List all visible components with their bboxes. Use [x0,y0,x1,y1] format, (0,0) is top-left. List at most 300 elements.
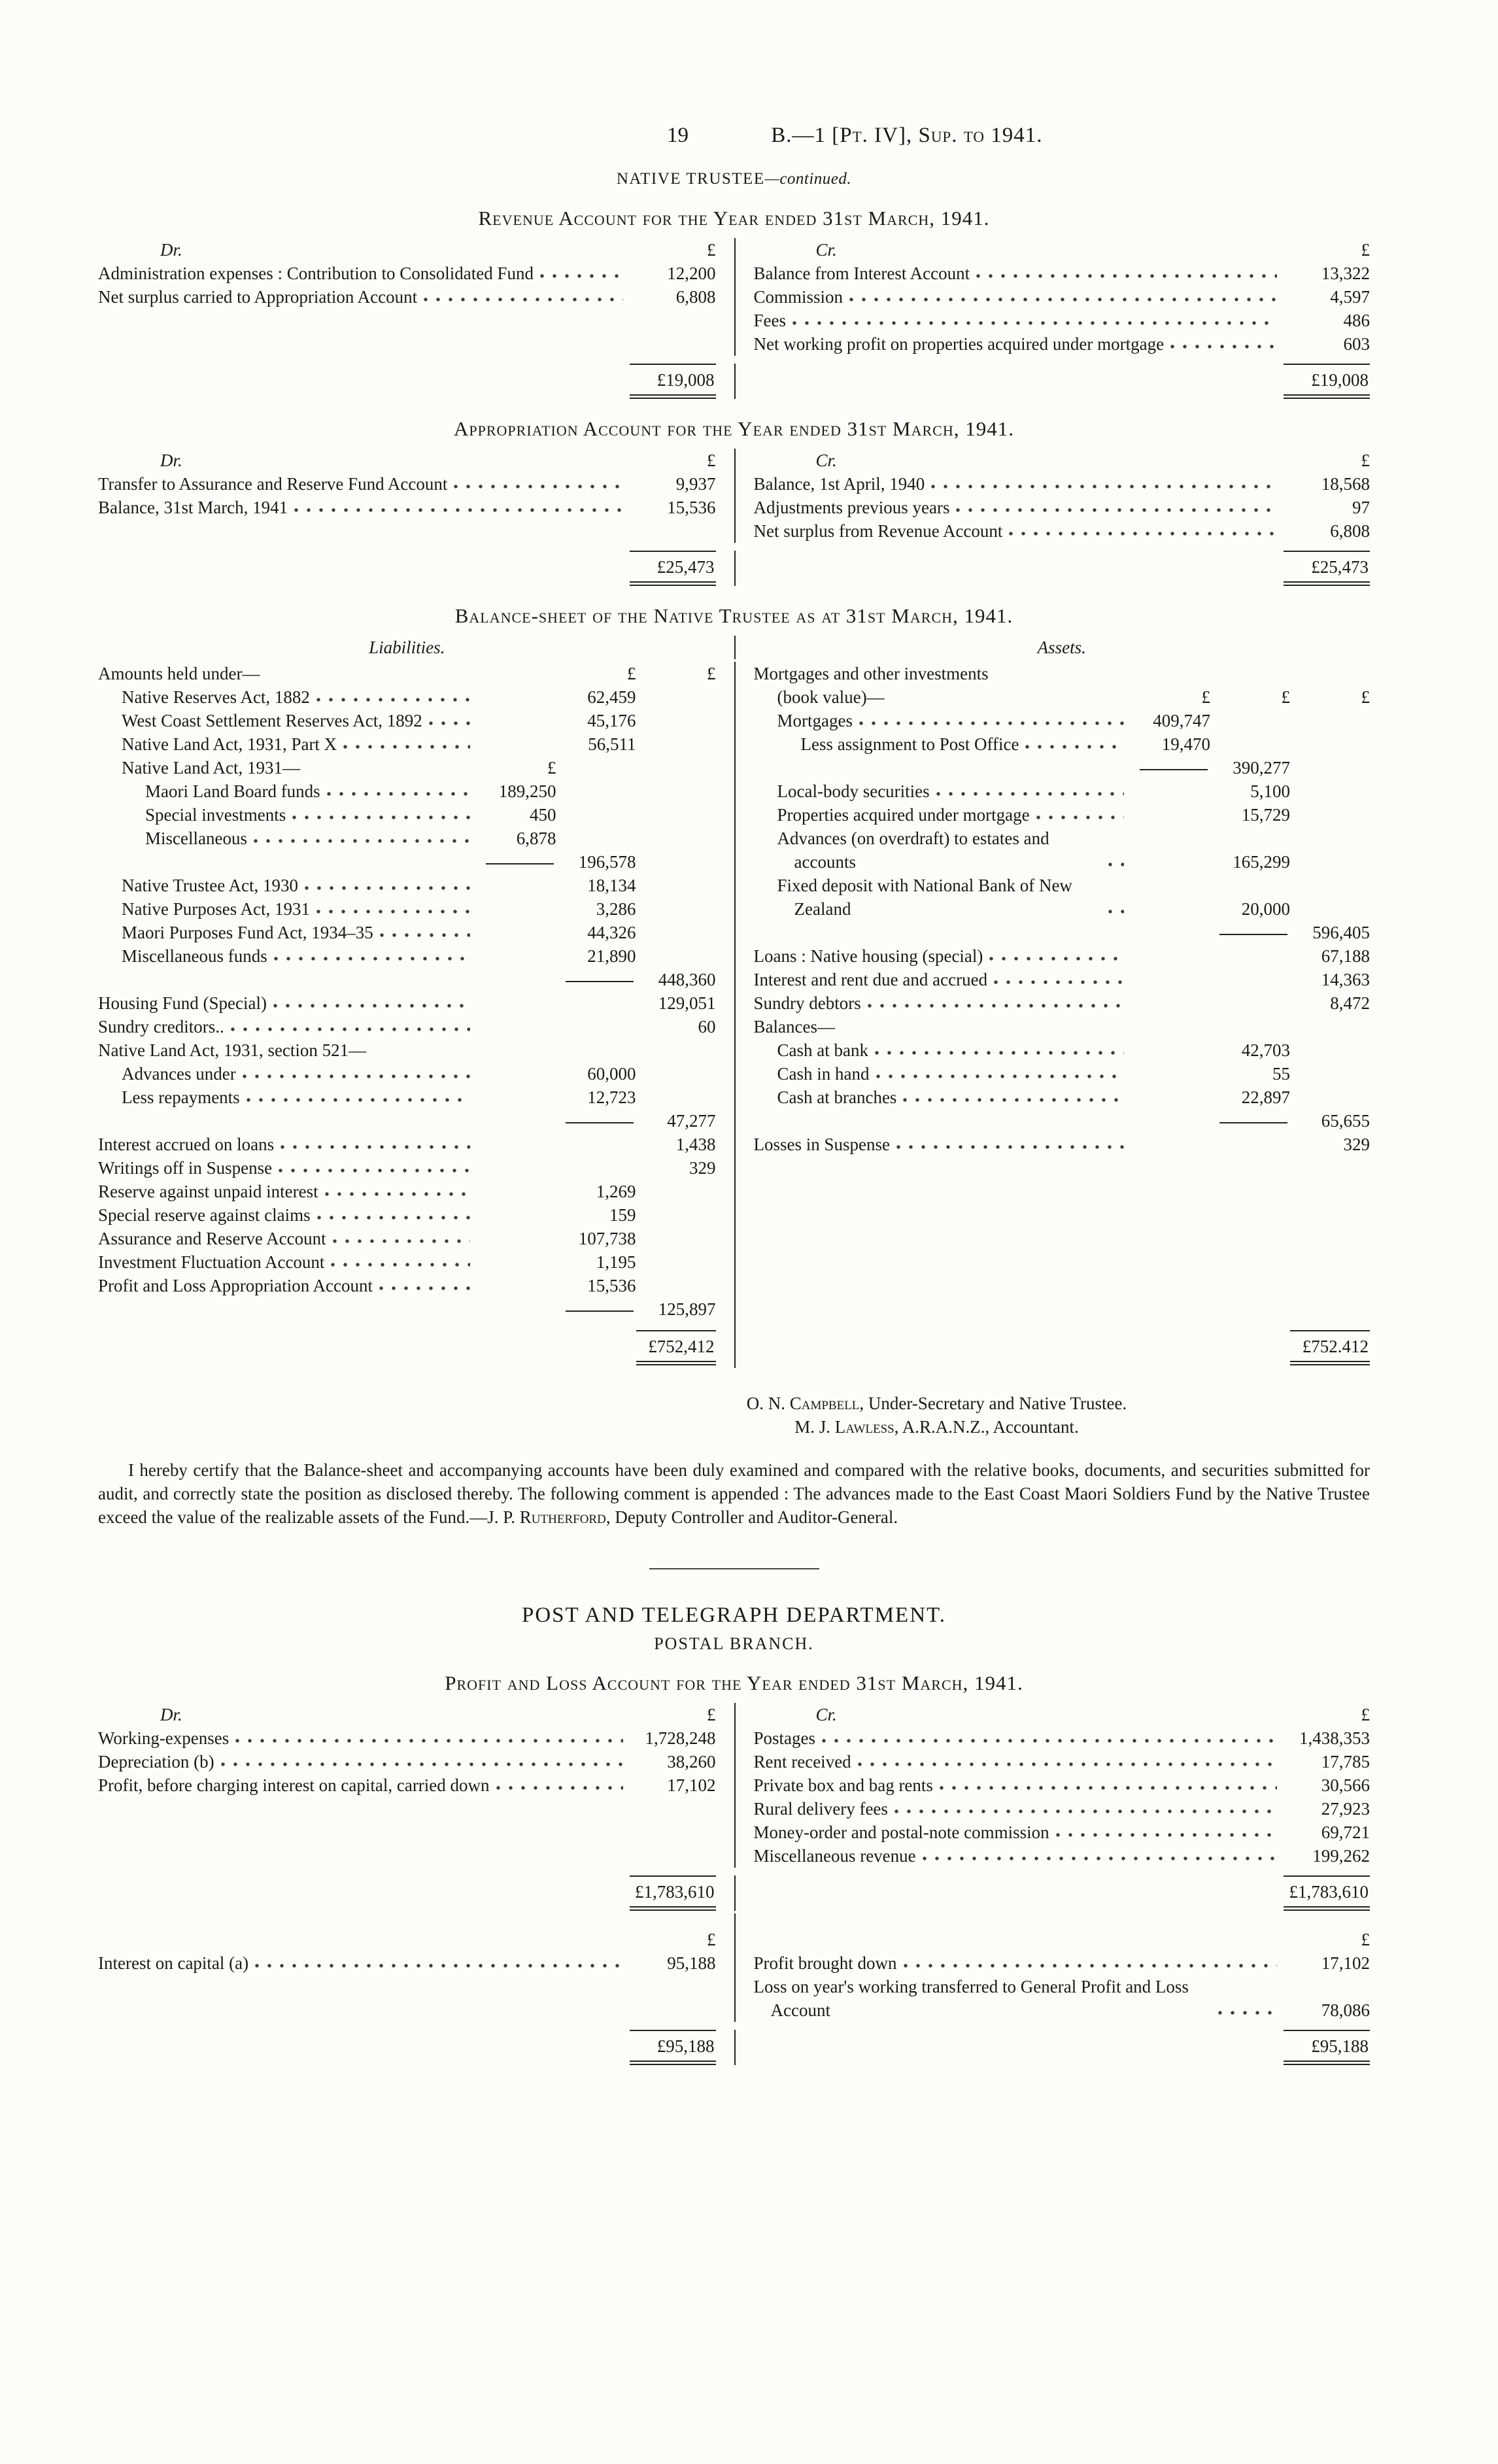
amount-cell [1131,1109,1210,1133]
auditor-name: J. P. Rutherford [487,1507,606,1527]
amount-cell [1131,756,1210,779]
ledger-row [98,262,716,285]
dot-leader [122,1309,470,1315]
dot-leader [274,955,470,962]
entry-amount: 44,326 [587,923,636,942]
dot-leader [976,273,1277,279]
dot-leader [317,1214,470,1221]
entry-label: Net surplus from Revenue Account [753,521,1003,541]
entry-amount: 13,322 [1321,264,1370,283]
cr-total-row [734,1875,1370,1911]
dot-leader [792,320,1277,326]
entry-amount: 47,277 [667,1111,716,1131]
amount-cell [477,1086,556,1109]
dr-header [98,238,734,262]
balance-sheet-table [98,636,1370,1368]
entry-amount: 9,937 [675,474,716,494]
entry-amount: 20,000 [1241,899,1290,919]
dot-leader [254,838,470,844]
entry-label: Maori Purposes Fund Act, 1934–35 [122,923,373,942]
entry-amount: 603 [1343,334,1370,354]
entry-label: Losses in Suspense [753,1135,890,1154]
ledger-row [754,1975,1370,2022]
ledger-row [754,1109,1370,1133]
amount-cell [1131,1038,1210,1062]
entry-amount: 38,260 [667,1752,716,1771]
dot-leader [1025,744,1124,750]
entry-amount: 19,470 [1161,734,1210,754]
dot-leader [777,1353,1125,1360]
cr-entries [734,262,1370,356]
dot-leader [777,932,1125,938]
ledger-row [98,1203,716,1227]
section-divider-rule [649,1568,819,1569]
branch-title: POSTAL BRANCH. [654,1634,814,1653]
dr-total-row [98,1875,734,1911]
dot-leader [231,1026,470,1033]
amount-cell [1210,1109,1290,1133]
ledger-row [754,1951,1370,1975]
side-label: Cr. [815,240,837,260]
amount-cell [1290,850,1370,874]
entry-amount: 67,188 [1321,946,1370,966]
entry-amount: 14,363 [1321,970,1370,989]
entry-amount: 56,511 [588,734,636,754]
entry-amount: 18,568 [1321,474,1370,494]
amount-cell [1131,850,1210,874]
amount-cell [636,1274,716,1297]
signature-line [530,1392,1344,1415]
amount-cell [477,874,556,897]
dot-leader [891,696,1124,703]
amount-cell [477,1133,556,1156]
ledger-row [754,1821,1370,1844]
cr-total-row [734,551,1370,586]
entry-label: Miscellaneous revenue [753,1846,916,1866]
dot-leader [940,1785,1277,1791]
column-currency-symbol: £ [1201,687,1210,707]
revenue-account-table [98,238,1370,402]
dr-total-row [98,364,734,399]
amount-cell [1131,1133,1210,1156]
entry-label: Balances— [753,1017,835,1036]
entry-label: Special investments [145,805,286,825]
entry-label: Rural delivery fees [753,1799,888,1819]
ledger-row [98,1086,716,1109]
ledger-row [754,285,1370,309]
ledger-row [98,1250,716,1274]
amount-cell [477,1109,556,1133]
dot-leader [1056,1832,1277,1838]
entry-amount: 165,299 [1233,852,1290,872]
page-header [98,122,1370,149]
amount-cell [1131,921,1210,944]
entry-label: Loss on year's working transferred to General Profit and Loss Account [753,1977,1189,2020]
currency-symbol: £ [707,1705,716,1724]
dot-leader [903,1097,1124,1103]
signature-name: M. J. Lawless [794,1417,894,1437]
entry-amount: 199,262 [1312,1846,1370,1866]
ledger-row [98,685,716,709]
amount-cell [556,1038,636,1062]
ledger-row [754,1086,1370,1109]
dot-leader [235,1737,622,1744]
amount-cell [477,944,556,968]
entry-amount: 55 [1272,1064,1290,1084]
amount-cell [636,756,716,779]
entry-label: Native Land Act, 1931— [122,758,300,778]
column-currency-symbol: £ [627,664,636,683]
dot-leader [316,696,470,703]
dot-leader [1108,908,1124,915]
amount-cell [477,1227,556,1250]
amount-cell [556,1015,636,1038]
amount-cell [636,732,716,756]
currency-symbol: £ [1361,1930,1370,1949]
entry-amount: 4,597 [1330,287,1370,307]
audit-certification-paragraph [98,1458,1370,1529]
entry-label: West Coast Settlement Reserves Act, 1892 [122,711,422,730]
amount-cell [636,779,716,803]
entry-amount: 60,000 [587,1064,636,1084]
amount-cell [1210,1342,1290,1365]
column-currency-symbol: £ [1281,687,1290,707]
amount-cell [1290,803,1370,827]
ledger-row [98,827,716,850]
signature-role: , A.R.A.N.Z., Accountant. [894,1417,1079,1437]
account-total: £95,188 [1284,2030,1370,2065]
currency-symbol: £ [707,240,716,260]
amount-cell [1131,897,1210,921]
ledger-row [98,496,716,519]
cr-header [734,449,1370,472]
amount-cell [636,1250,716,1274]
entry-amount: 129,051 [658,993,716,1013]
amount-cell [636,1203,716,1227]
assets-entries [734,662,1370,1321]
entry-label: Investment Fluctuation Account [98,1252,325,1272]
dot-leader [540,273,623,279]
currency-symbol: £ [1361,451,1370,470]
entry-label: Commission [753,287,843,307]
dot-leader [292,814,469,821]
dot-leader [333,1238,470,1244]
column-currency-symbol: £ [547,758,556,778]
entry-amount: £752.412 [1290,1330,1370,1365]
ledger-row [98,1227,716,1250]
entry-amount: 1,269 [596,1182,636,1201]
ledger-row [754,1797,1370,1821]
ledger-row [754,1330,1370,1365]
amount-cell [477,1038,556,1062]
dr-entries [98,472,734,543]
entry-label: Properties acquired under mortgage [777,805,1030,825]
ledger-row [754,827,1370,874]
amount-cell [636,1227,716,1250]
amount-cell [477,709,556,732]
entry-amount: 65,655 [1321,1111,1370,1131]
entry-label: Advances under [122,1064,236,1084]
entry-amount: 596,405 [1312,923,1370,942]
ledger-row [754,496,1370,519]
ledger-row [98,756,716,779]
amount-cell [477,662,556,685]
dot-leader [343,744,469,750]
amount-cell [1131,968,1210,991]
amount-cell [556,756,636,779]
account-total: £1,783,610 [1284,1875,1370,1911]
entry-label: Adjustments previous years [753,498,950,517]
dot-leader [896,1144,1124,1150]
dot-leader [122,979,470,985]
ledger-row [98,944,716,968]
appropriation-account-table [98,449,1370,589]
signature-line [530,1415,1344,1439]
dot-leader [875,1050,1124,1056]
ledger-row [98,1156,716,1180]
ledger-row [98,803,716,827]
entry-amount: 78,086 [1321,2000,1370,2020]
ledger-row [98,1274,716,1297]
entry-label: Balance from Interest Account [753,264,970,283]
ledger-row [98,1015,716,1038]
amount-cell [636,685,716,709]
side-label: Dr. [160,1705,182,1724]
certification-text: I hereby certify that the Balance-sheet and accompanying accounts have been duly examined and compared with the relative books, documents, and securities submitted for audit, and correctly state the position as disclosed thereby. The following comment is appended : The advances made to the East Coast Maori Soldiers Fund by the Native Trustee exceed the value of the realizable assets of the Fund.— [98,1460,1370,1527]
ledger-row [98,1038,716,1062]
ledger-row [98,779,716,803]
ledger-row [98,1133,716,1156]
currency-symbol: £ [1361,240,1370,260]
dr-entries [98,1913,734,2022]
ledger-row [754,1062,1370,1086]
amount-cell [636,1062,716,1086]
dr-total-row [98,551,734,586]
amount-cell [636,1180,716,1203]
entry-amount: 450 [530,805,556,825]
ledger-row [754,803,1370,827]
ledger-row [98,1773,716,1797]
amount-cell [1290,756,1370,779]
amount-cell [477,1062,556,1086]
dot-leader [1036,814,1124,821]
ledger-row [754,662,1370,685]
amount-cell [1290,897,1370,921]
side-label: Dr. [160,240,182,260]
entry-label: Housing Fund (Special) [98,993,267,1013]
amount-cell [1290,1086,1370,1109]
entry-amount: 6,808 [675,287,716,307]
amount-cell [556,1133,636,1156]
ledger-row [98,285,716,309]
entry-label: Advances (on overdraft) to estates and accounts [777,829,1049,872]
entry-label: Net surplus carried to Appropriation Account [98,287,418,307]
ledger-row [98,662,716,685]
liabilities-heading: Liabilities. [369,638,445,657]
entry-label: Less repayments [122,1087,240,1107]
dot-leader [255,1962,622,1969]
cr-header [734,238,1370,262]
entry-amount: £752,412 [636,1330,716,1365]
amount-cell [1210,662,1290,685]
dot-leader [221,1761,623,1768]
amount-cell [477,1297,556,1321]
entry-amount: 15,536 [667,498,716,517]
entry-amount: 69,721 [1321,1822,1370,1842]
entry-amount: 6,878 [516,829,556,848]
ledger-row [98,897,716,921]
ledger-row [754,779,1370,803]
entry-label: Native Trustee Act, 1930 [122,876,298,895]
ledger-row [98,1750,716,1773]
amount-cell [1290,732,1370,756]
dr-header [98,1703,734,1726]
amount-cell [1290,1015,1370,1038]
side-label: Cr. [815,451,837,470]
entry-label: Native Land Act, 1931, Part X [122,734,337,754]
amount-cell [1131,944,1210,968]
entry-label: Assurance and Reserve Account [98,1229,326,1248]
assets-total-row [734,1321,1370,1368]
entry-amount: 60 [698,1017,716,1036]
column-currency-symbol: £ [707,664,716,683]
account-total: £25,473 [630,551,716,586]
dot-leader [429,720,470,727]
entry-label: Depreciation (b) [98,1752,214,1771]
amount-cell [477,897,556,921]
amount-cell [1290,662,1370,685]
ledger-row [98,1109,716,1133]
cr-total-row [734,2030,1370,2065]
entry-label: Amounts held under— [98,664,260,683]
entry-label: Mortgages [777,711,853,730]
profit-loss-account-title: Profit and Loss Account for the Year ended 31st March, 1941. [445,1671,1023,1694]
dot-leader [122,861,470,868]
entry-amount: 30,566 [1321,1775,1370,1795]
amount-cell [636,874,716,897]
amount-cell [556,1297,636,1321]
amount-cell [1210,709,1290,732]
amount-cell [556,1156,636,1180]
entry-label: Postages [753,1728,815,1748]
dot-leader [1218,2010,1278,2016]
amount-cell [1131,991,1210,1015]
revenue-account-title: Revenue Account for the Year ended 31st March, 1941. [478,207,990,230]
currency-symbol: £ [1361,1705,1370,1724]
dot-leader [894,1808,1277,1815]
dot-leader [122,1120,470,1127]
ledger-row [98,1330,716,1365]
amount-cell [477,850,556,874]
amount-cell [1210,991,1290,1015]
amount-cell [636,1038,716,1062]
ledger-row [98,850,716,874]
amount-cell [636,1086,716,1109]
dr-entries [98,1726,734,1868]
amount-cell [477,1015,556,1038]
amount-cell [477,921,556,944]
dot-leader [273,1002,470,1009]
entry-label: Local-body securities [777,781,930,801]
ledger-row [754,262,1370,285]
dot-leader [266,673,469,679]
department-title: POST AND TELEGRAPH DEPARTMENT. [521,1603,947,1627]
amount-cell [636,897,716,921]
entry-amount: 97 [1352,498,1370,517]
entry-amount: 42,703 [1241,1040,1290,1060]
entry-label: Cash at bank [777,1040,868,1060]
cr-entries [734,1726,1370,1868]
amount-cell [1131,779,1210,803]
ledger-row [98,874,716,897]
amount-cell [1290,779,1370,803]
signature-name: O. N. Campbell [746,1394,860,1413]
entry-label: Cash at branches [777,1087,897,1107]
entry-label: Mortgages and other investments [753,664,989,683]
entry-label: Sundry debtors [753,993,861,1013]
ledger-row [98,732,716,756]
ledger-row [754,1133,1370,1156]
dot-leader [1108,861,1124,868]
assets-heading: Assets. [734,636,1370,659]
dot-leader [995,673,1124,679]
amount-cell [477,1156,556,1180]
certification-text: , Deputy Controller and Auditor-General. [605,1507,898,1527]
dot-leader [325,1191,470,1197]
amount-cell [636,803,716,827]
ledger-row [98,472,716,496]
entry-amount: 62,459 [587,687,636,707]
dot-leader [243,1073,470,1080]
amount-cell [1210,968,1290,991]
amount-cell [1290,709,1370,732]
ledger-row [98,709,716,732]
amount-cell [1131,1086,1210,1109]
dot-leader [777,767,1125,774]
amount-cell [1210,732,1290,756]
ledger-row [754,1038,1370,1062]
entry-label: Net working profit on properties acquired under mortgage [753,334,1165,354]
amount-cell [477,1274,556,1297]
dot-leader [316,908,470,915]
cr-entries [734,1913,1370,2022]
column-currency-symbol: £ [1361,687,1370,707]
dot-leader [424,296,622,303]
ledger-row [754,732,1370,756]
dot-leader [956,507,1277,513]
dot-leader [305,885,470,891]
report-reference-title: B.—1 [Pt. IV], Sup. to 1941. [771,124,1043,147]
entry-amount: 159 [609,1205,636,1225]
entry-amount: 1,438,353 [1299,1728,1370,1748]
ledger-row [754,472,1370,496]
entry-label: Sundry creditors.. [98,1017,224,1036]
currency-row [98,1928,716,1951]
entry-amount: 448,360 [658,970,716,989]
dot-leader [307,767,470,774]
dot-leader [868,1002,1124,1009]
entry-label: Interest accrued on loans [98,1135,275,1154]
dr-total-row [98,2030,734,2065]
currency-symbol: £ [707,451,716,470]
signatures-block [530,1392,1344,1439]
entry-label: Balance, 1st April, 1940 [753,474,925,494]
ledger-row [98,921,716,944]
amount-cell [1210,1015,1290,1038]
ledger-row [754,944,1370,968]
ledger-row [754,874,1370,921]
entry-amount: 8,472 [1330,993,1370,1013]
